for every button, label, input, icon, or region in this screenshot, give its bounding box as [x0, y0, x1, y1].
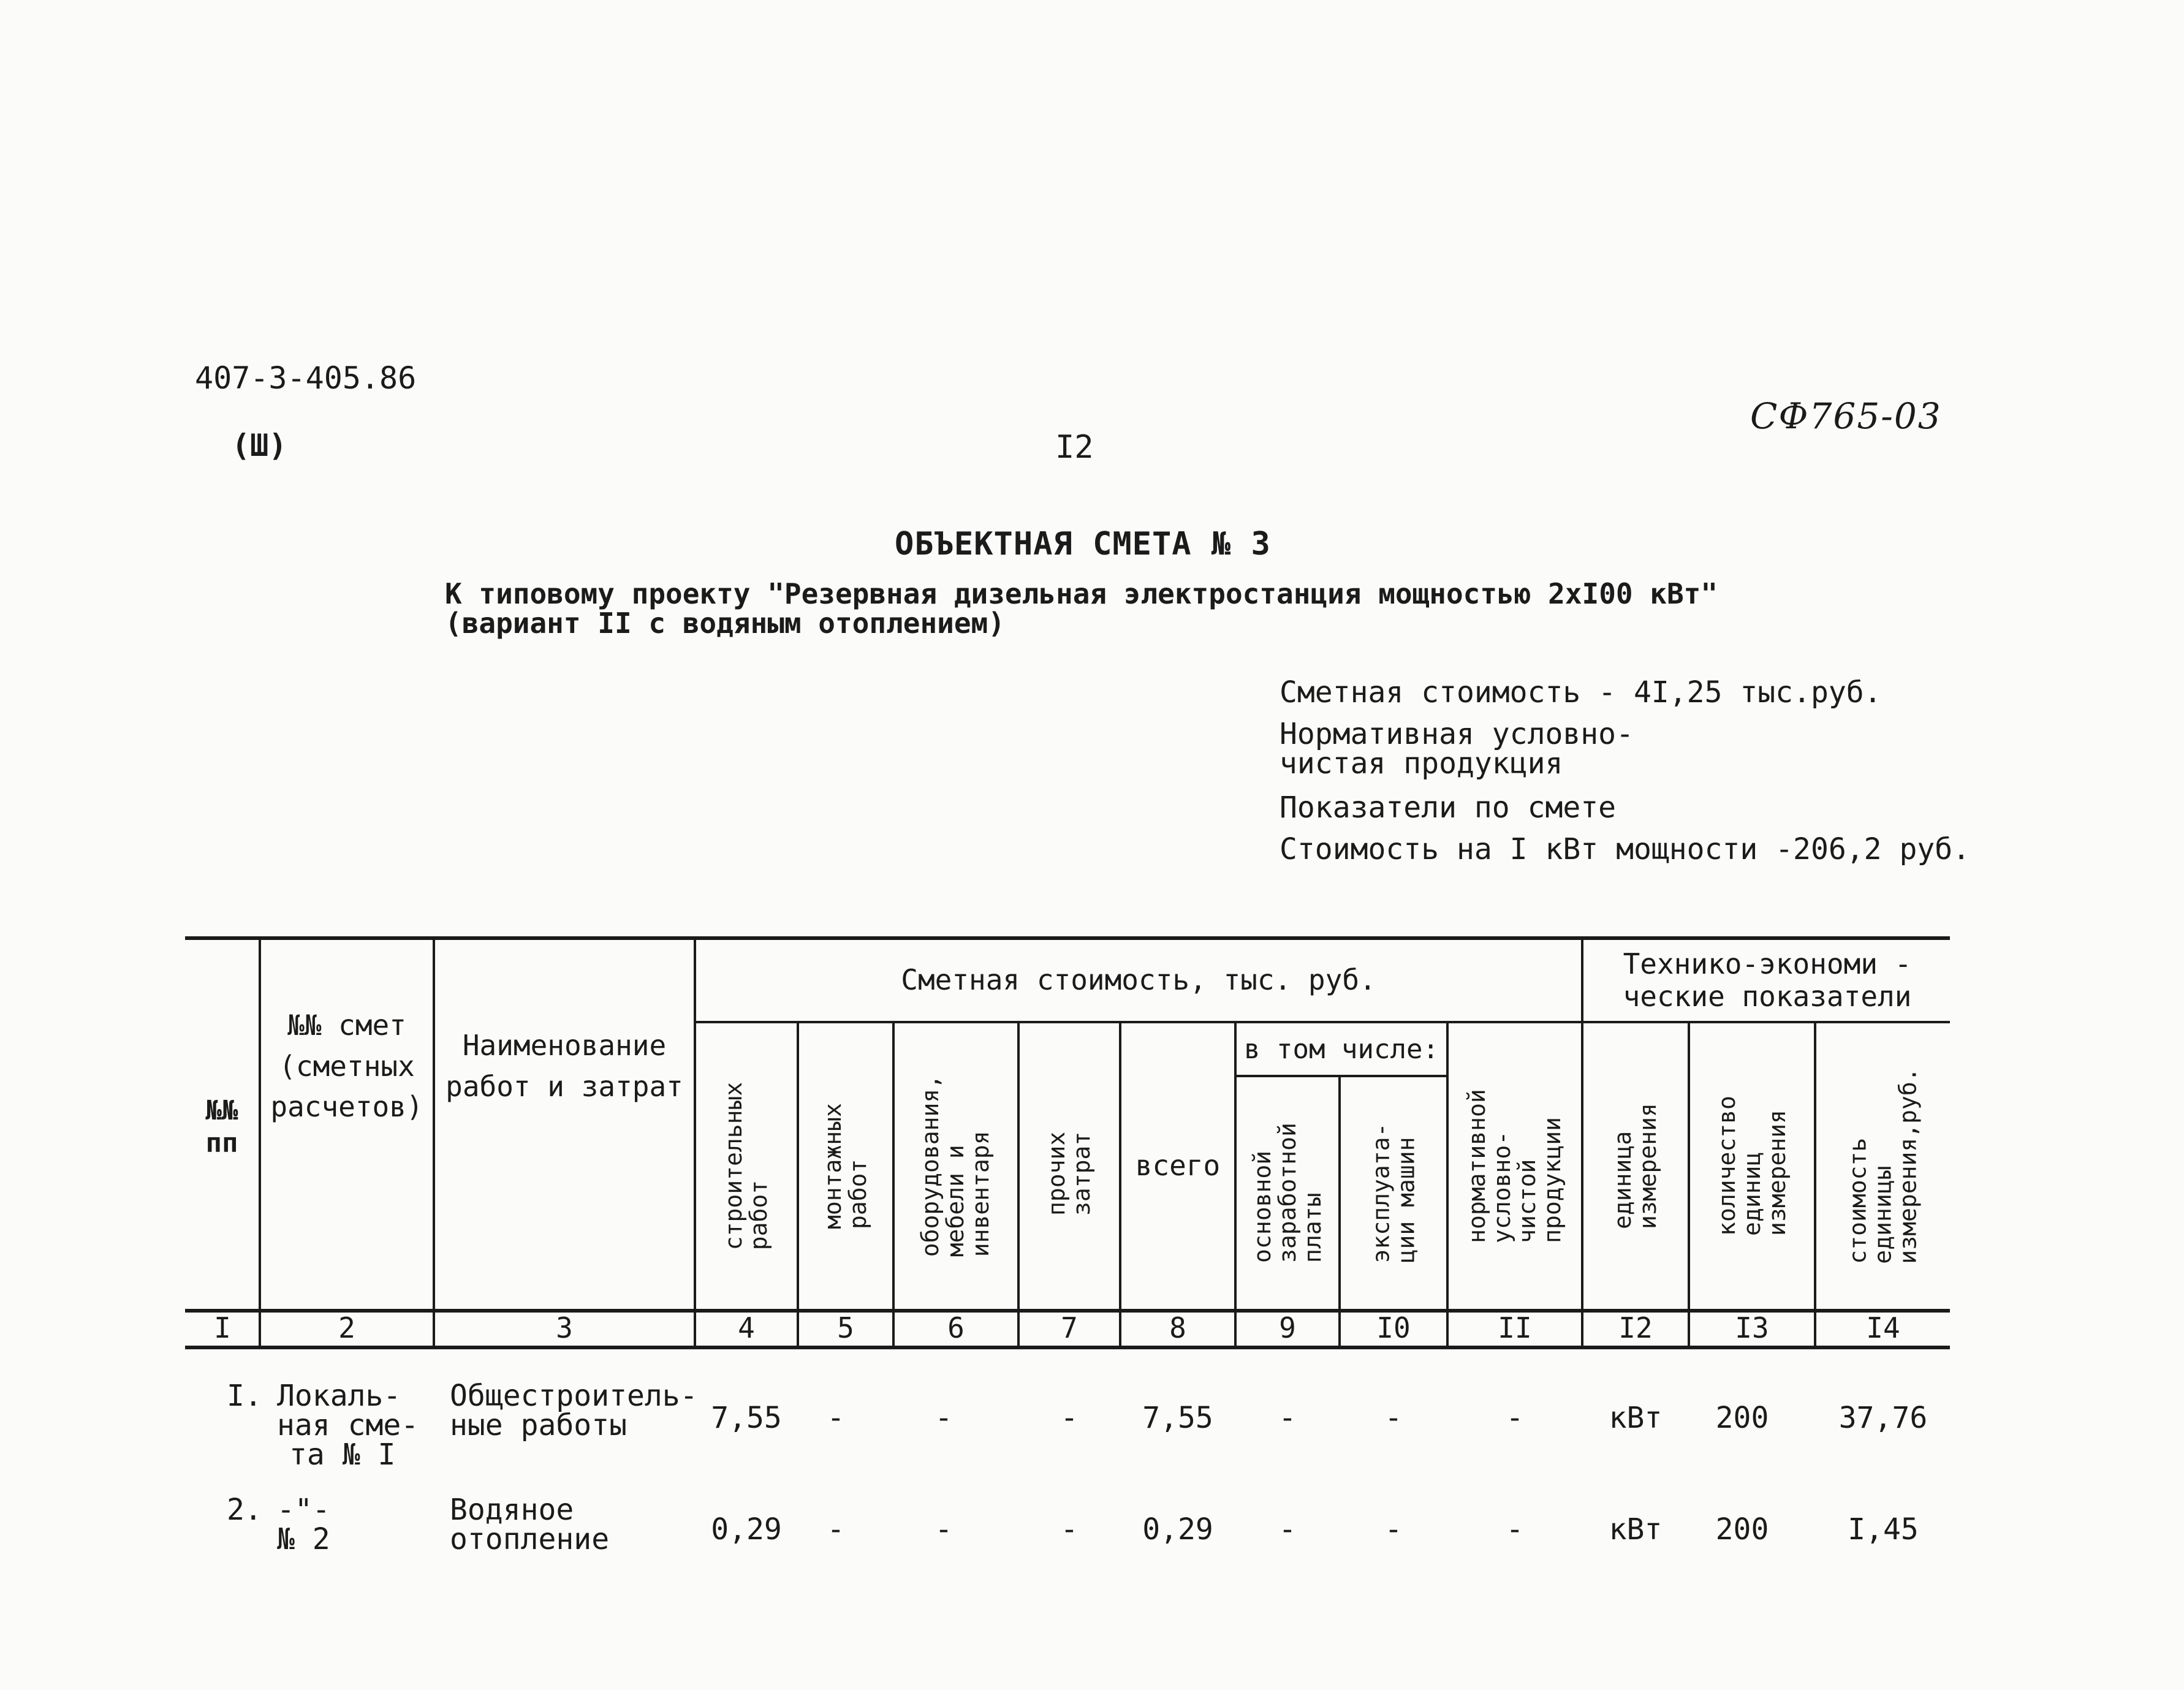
col-number: II — [1498, 1311, 1532, 1344]
row-number: 2. — [227, 1493, 262, 1527]
header-tech-group: Технико-экономи - ческие показатели — [1623, 947, 1912, 1013]
header-unit-cost: стоимость единицы измерения,руб. — [1844, 1067, 1922, 1265]
header-unit: единица измерения — [1609, 1103, 1661, 1229]
document-title: ОБЪЕКТНАЯ СМЕТА № 3 — [895, 526, 1271, 563]
row-work-name-line: отопление — [450, 1522, 610, 1556]
row-equipment-cost: - — [935, 1512, 953, 1547]
row-quantity: 200 — [1715, 1512, 1769, 1547]
row-estimate-line: Локаль- — [277, 1379, 401, 1413]
col-number: I — [214, 1311, 231, 1344]
col-line — [433, 938, 435, 1348]
summary-indicators: Показатели по смете — [1280, 790, 1617, 825]
including-divider — [1234, 1075, 1449, 1077]
document-code: 407-3-405.86 — [195, 360, 417, 396]
subtitle-line-1: К типовому проекту "Резервная дизельная электростанция мощностью 2хI00 кВт" — [445, 577, 1718, 610]
col-number: I2 — [1618, 1311, 1653, 1344]
row-work-name-line: Водяное — [450, 1493, 574, 1527]
col-number: 9 — [1279, 1311, 1296, 1344]
row-estimate-line: -"- — [277, 1493, 330, 1527]
row-unit-cost: I,45 — [1848, 1512, 1919, 1547]
header-estimate-number: №№ смет (сметных расчетов) — [270, 1008, 423, 1124]
summary-normative-line-1: Нормативная условно- — [1280, 717, 1634, 751]
col-number: I0 — [1376, 1311, 1411, 1344]
row-machines: - — [1384, 1512, 1403, 1547]
summary-normative-line-2: чистая продукция — [1280, 746, 1563, 781]
header-installation: монтажных работ — [819, 1103, 871, 1229]
col-number: 5 — [837, 1311, 854, 1344]
sheet-label: (Ш) — [232, 428, 287, 463]
row-normative: - — [1506, 1512, 1524, 1547]
col-number: 6 — [947, 1311, 965, 1344]
header-construction: строительных работ — [719, 1082, 773, 1251]
row-construction-cost: 0,29 — [711, 1512, 782, 1547]
row-other-cost: - — [1060, 1401, 1079, 1435]
row-estimate-line: № 2 — [277, 1522, 330, 1556]
row-construction-cost: 7,55 — [711, 1401, 782, 1435]
col-number: 7 — [1061, 1311, 1078, 1344]
row-unit-cost: 37,76 — [1838, 1401, 1928, 1435]
row-other-cost: - — [1060, 1512, 1079, 1547]
page-number: I2 — [1055, 429, 1094, 466]
col-number: 3 — [556, 1311, 573, 1344]
row-unit: кВт — [1609, 1512, 1663, 1547]
summary-cost-per-kw: Стоимость на I кВт мощности -206,2 руб. — [1280, 832, 1971, 866]
row-equipment-cost: - — [935, 1401, 953, 1435]
col-numbers-bottom — [185, 1346, 1950, 1349]
header-wages: основной заработной платы — [1248, 1123, 1326, 1264]
table-top-border — [185, 936, 1950, 940]
header-row-number: №№ пп — [205, 1095, 238, 1159]
archive-code: СФ765-03 — [1750, 395, 1942, 437]
row-total-cost: 7,55 — [1142, 1401, 1213, 1435]
header-total: всего — [1135, 1149, 1221, 1183]
row-installation-cost: - — [827, 1512, 845, 1547]
header-equipment: оборудования, мебели и инвентаря — [917, 1075, 995, 1257]
header-quantity: количество единиц измерения — [1713, 1096, 1791, 1237]
row-wages: - — [1278, 1401, 1297, 1435]
row-quantity: 200 — [1715, 1401, 1769, 1435]
header-normative: нормативной условно-чистой продукции — [1463, 1089, 1566, 1243]
subtitle-line-2: (вариант II с водяным отоплением) — [445, 607, 1005, 640]
summary-estimated-cost: Сметная стоимость - 4I,25 тыс.руб. — [1280, 675, 1882, 710]
col-line — [259, 938, 261, 1348]
row-work-name-line: Общестроитель- — [450, 1379, 698, 1413]
row-total-cost: 0,29 — [1142, 1512, 1213, 1547]
row-work-name-line: ные работы — [450, 1408, 627, 1442]
row-wages: - — [1278, 1512, 1297, 1547]
col-number: I3 — [1735, 1311, 1769, 1344]
col-number: 2 — [338, 1311, 355, 1344]
row-normative: - — [1506, 1401, 1524, 1435]
row-installation-cost: - — [827, 1401, 845, 1435]
header-cost-group: Сметная стоимость, тыс. руб. — [901, 963, 1376, 997]
row-estimate-line: та № I — [289, 1438, 396, 1472]
row-estimate-line: ная сме- — [277, 1408, 419, 1442]
row-machines: - — [1384, 1401, 1403, 1435]
header-machines: эксплуата-ции машин — [1367, 1123, 1419, 1264]
row-number: I. — [227, 1379, 262, 1413]
group-header-divider — [694, 1021, 1950, 1023]
col-number: 4 — [738, 1311, 755, 1344]
header-work-name: Наименование работ и затрат — [446, 1029, 683, 1103]
col-number: 8 — [1169, 1311, 1186, 1344]
header-including: в том числе: — [1244, 1033, 1439, 1065]
col-number: I4 — [1866, 1311, 1900, 1344]
header-other: прочих затрат — [1042, 1131, 1095, 1216]
row-unit: кВт — [1609, 1401, 1663, 1435]
